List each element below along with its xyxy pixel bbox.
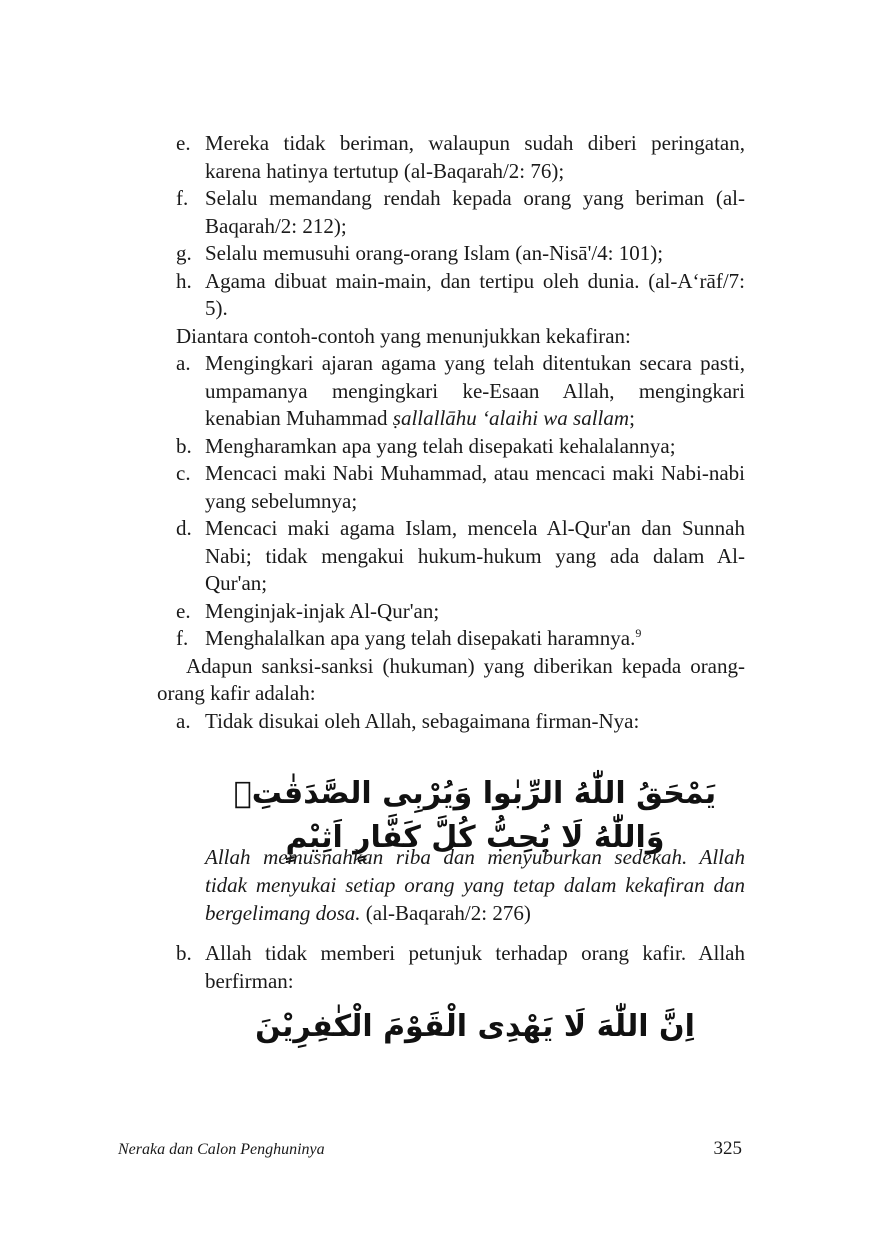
list-text [205, 625, 745, 653]
list-text [205, 350, 745, 433]
list-item [176, 185, 745, 240]
list-item [176, 708, 745, 736]
translation-text: Allah memusnahkan riba dan menyuburkan sedekah. Allah tidak menyukai setiap orang yang tetap dalam kekafiran dan bergelimang dosa. [205, 845, 745, 925]
list-item [176, 515, 745, 598]
list-label: f. [176, 626, 189, 650]
list-label: a. [176, 708, 191, 733]
main-text [157, 130, 745, 735]
list-text: Selalu memandang rendah kepada orang yang beriman (al-Baqarah/2: 212); [205, 186, 745, 238]
footnote-marker[interactable]: 9 [635, 626, 642, 640]
verse-translation [205, 843, 745, 927]
arabic-verse: يَمْحَقُ اللّٰهُ الرِّبٰوا وَيُرْبِى الصَّدَقٰتِۗ وَاللّٰهُ لَا يُحِبُّ كُلَّ كَفَّارٍ اَثِيْمٍ [233, 776, 717, 855]
list-label: h. [176, 268, 192, 293]
intro-paragraph: Diantara contoh-contoh yang menunjukkan kekafiran: [176, 323, 631, 348]
list-label: e. [176, 598, 191, 623]
list-label: d. [176, 516, 192, 540]
list-item [176, 598, 745, 626]
list-text: Tidak disukai oleh Allah, sebagaimana firman-Nya: [205, 708, 640, 733]
page-number: 325 [713, 1138, 742, 1159]
honorific-italic: ṣallallāhu ‘alaihi wa sallam [392, 406, 630, 430]
list-text: Menginjak-injak Al-Qur'an; [205, 598, 440, 623]
list-text-end: ; [629, 406, 635, 430]
list-label: a. [176, 351, 191, 375]
list-item [176, 130, 745, 185]
list-text: Allah tidak memberi petunjuk terhadap orang kafir. Allah berfirman: [205, 941, 745, 993]
list-text: Mencaci maki agama Islam, mencela Al-Qur'an dan Sunnah Nabi; tidak mengakui hukum-hukum yang ada dalam Al-Qur'an; [205, 516, 745, 595]
sanksi-paragraph: Adapun sanksi-sanksi (hukuman) yang diberikan kepada orang-orang kafir adalah: [157, 653, 745, 705]
list-item [176, 625, 745, 653]
list-label: b. [176, 941, 192, 965]
list-label: g. [176, 241, 192, 265]
list-label: c. [176, 461, 191, 485]
list-label: e. [176, 131, 191, 155]
list-item [176, 240, 745, 268]
list-text-main: Mengingkari ajaran agama yang telah ditentukan secara pasti, umpamanya mengingkari ke-Esaan Allah, mengingkari kenabian Muhammad [205, 351, 745, 430]
list-item [176, 460, 745, 515]
verse-reference: (al-Baqarah/2: 276) [365, 901, 531, 925]
list-text: Mereka tidak beriman, walaupun sudah diberi peringatan, karena hatinya tertutup (al-Baqarah/2: 76); [205, 131, 745, 183]
list-text: Mengharamkan apa yang telah disepakati kehalalannya; [205, 433, 676, 458]
list-label: f. [176, 186, 189, 210]
list-item [176, 433, 745, 461]
list-text: Agama dibuat main-main, dan tertipu oleh dunia. (al-A‘rāf/7: 5). [205, 268, 745, 320]
list-text: Mencaci maki Nabi Muhammad, atau mencaci maki Nabi-nabi yang sebelumnya; [205, 461, 745, 513]
list-text-main: Menghalalkan apa yang telah disepakati haramnya. [205, 626, 636, 650]
list-item [176, 350, 745, 433]
list-text: Selalu memusuhi orang-orang Islam (an-Nisā'/4: 101); [205, 241, 664, 265]
running-footer-title: Neraka dan Calon Penghuninya [118, 1141, 325, 1158]
arabic-verse: اِنَّ اللّٰهَ لَا يَهْدِى الْقَوْمَ الْكٰفِرِيْنَ [255, 1009, 695, 1044]
list-label: b. [176, 433, 192, 458]
list-item [176, 940, 745, 995]
list-item [176, 268, 745, 323]
